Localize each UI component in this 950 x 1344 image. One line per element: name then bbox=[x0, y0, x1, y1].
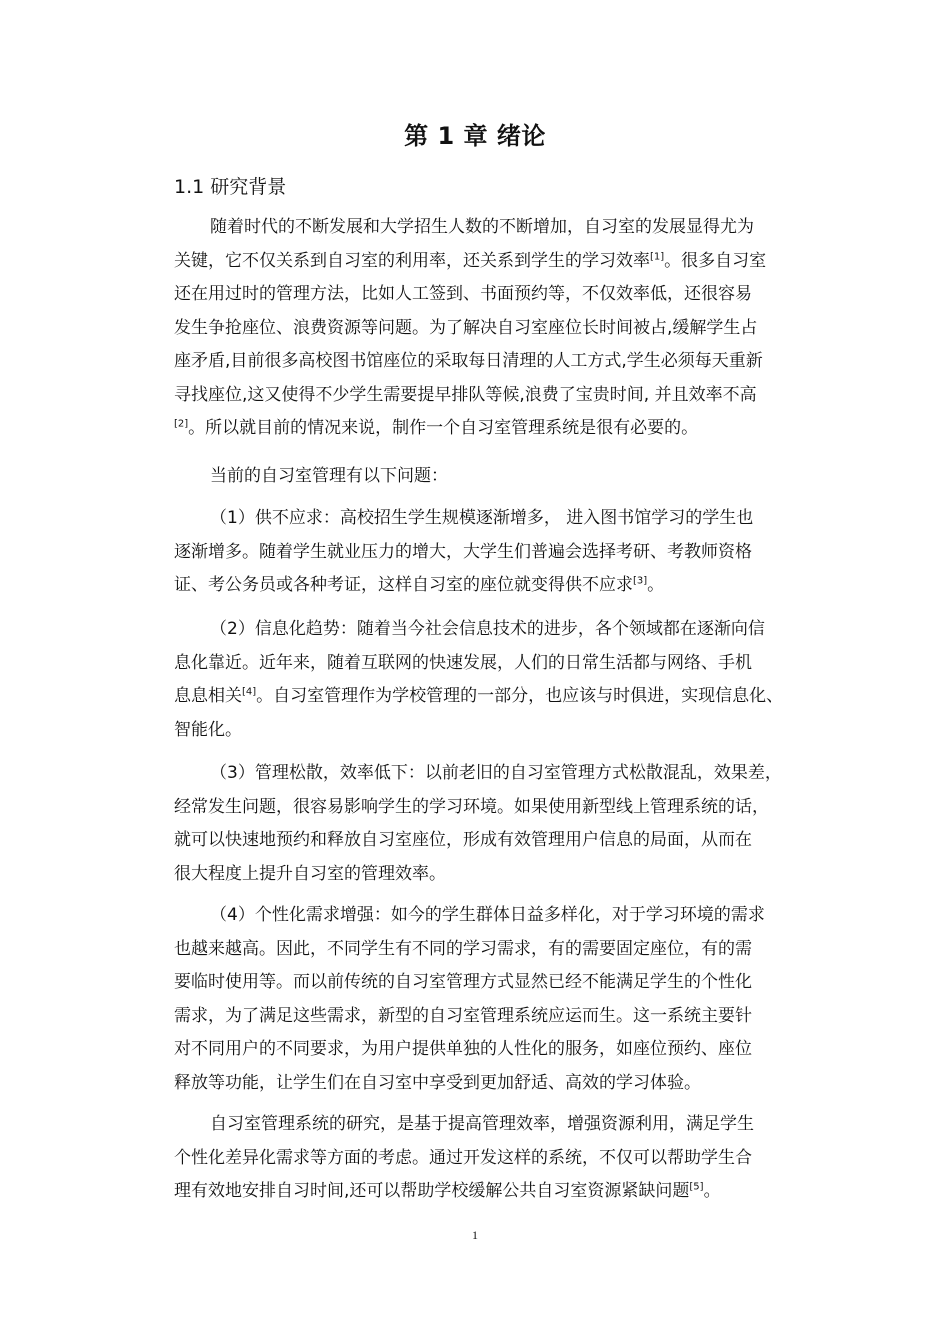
paragraph-line: [2]。所以就目前的情况来说，制作一个自习室管理系统是很有必要的。 bbox=[174, 418, 699, 438]
paragraph-line: 息息相关[4]。自习室管理作为学校管理的一部分，也应该与时俱进，实现信息化、 bbox=[174, 686, 784, 706]
paragraph-line: （1）供不应求：高校招生学生规模逐渐增多， 进入图书馆学习的学生也 bbox=[210, 508, 754, 528]
paragraph-line: （3）管理松散，效率低下：以前老旧的自习室管理方式松散混乱，效果差， bbox=[210, 763, 782, 783]
paragraph-line: 也越来越高。因此，不同学生有不同的学习需求，有的需要固定座位，有的需 bbox=[174, 938, 752, 959]
paragraph-line: 座矛盾,目前很多高校图书馆座位的采取每日清理的人工方式,学生必须每天重新 bbox=[174, 351, 763, 371]
paragraph-line: 当前的自习室管理有以下问题： bbox=[210, 466, 448, 486]
citation-ref[interactable]: [4] bbox=[242, 686, 257, 698]
paragraph-problems-intro bbox=[174, 460, 850, 494]
paragraph-line: 息化靠近。近年来，随着互联网的快速发展，人们的日常生活都与网络、手机 bbox=[174, 652, 752, 673]
citation-ref[interactable]: [3] bbox=[633, 575, 648, 587]
paragraph-line: （2）信息化趋势：随着当今社会信息技术的进步，各个领域都在逐渐向信 bbox=[210, 619, 765, 639]
paragraph-research-purpose bbox=[174, 1108, 850, 1209]
citation-ref[interactable]: [5] bbox=[689, 1181, 704, 1193]
paragraph-line: 逐渐增多。随着学生就业压力的增大，大学生们普遍会选择考研、考教师资格 bbox=[174, 541, 752, 562]
chapter-title: 第 1 章 绪论 bbox=[404, 122, 546, 150]
paragraph-line: 寻找座位,这又使得不少学生需要提早排队等候,浪费了宝贵时间, 并且效率不高 bbox=[174, 384, 757, 405]
citation-ref[interactable]: [2] bbox=[174, 418, 189, 430]
paragraph-line: 理有效地安排自习时间,还可以帮助学校缓解公共自习室资源紧缺问题[5]。 bbox=[174, 1181, 721, 1201]
paragraph-line: 经常发生问题，很容易影响学生的学习环境。如果使用新型线上管理系统的话， bbox=[174, 796, 769, 817]
paragraph-background bbox=[174, 211, 850, 446]
paragraph-line: 智能化。 bbox=[174, 719, 242, 740]
paragraph-line: 还在用过时的管理方法，比如人工签到、书面预约等，不仅效率低，还很容易 bbox=[174, 284, 752, 304]
paragraph-management bbox=[174, 757, 850, 891]
paragraph-line: 证、考公务员或各种考证，这样自习室的座位就变得供不应求[3]。 bbox=[174, 575, 665, 595]
paragraph-line: 对不同用户的不同要求，为用户提供单独的人性化的服务，如座位预约、座位 bbox=[174, 1039, 752, 1059]
paragraph-personalization bbox=[174, 899, 850, 1100]
paragraph-line: （4）个性化需求增强：如今的学生群体日益多样化，对于学习环境的需求 bbox=[210, 905, 765, 925]
paragraph-line: 就可以快速地预约和释放自习室座位，形成有效管理用户信息的局面，从而在 bbox=[174, 830, 752, 850]
section-title: 1.1 研究背景 bbox=[174, 176, 287, 198]
paragraph-line: 需求，为了满足这些需求，新型的自习室管理系统应运而生。这一系统主要针 bbox=[174, 1005, 752, 1026]
paragraph-line: 随着时代的不断发展和大学招生人数的不断增加，自习室的发展显得尤为 bbox=[210, 217, 754, 237]
page-number: 1 bbox=[472, 1228, 478, 1242]
citation-ref[interactable]: [1] bbox=[650, 250, 665, 262]
paragraph-line: 个性化差异化需求等方面的考虑。通过开发这样的系统，不仅可以帮助学生合 bbox=[174, 1147, 752, 1168]
paragraph-supply bbox=[174, 502, 850, 603]
paragraph-informatization bbox=[174, 613, 850, 747]
paragraph-line: 关键，它不仅关系到自习室的利用率，还关系到学生的学习效率[1]。很多自习室 bbox=[174, 250, 767, 271]
paragraph-line: 自习室管理系统的研究，是基于提高管理效率，增强资源利用，满足学生 bbox=[210, 1114, 754, 1134]
paragraph-line: 要临时使用等。而以前传统的自习室管理方式显然已经不能满足学生的个性化 bbox=[174, 972, 752, 992]
paragraph-line: 很大程度上提升自习室的管理效率。 bbox=[174, 863, 446, 884]
paragraph-line: 释放等功能，让学生们在自习室中享受到更加舒适、高效的学习体验。 bbox=[174, 1072, 701, 1093]
paragraph-line: 发生争抢座位、浪费资源等问题。为了解决自习室座位长时间被占,缓解学生占 bbox=[174, 317, 758, 338]
